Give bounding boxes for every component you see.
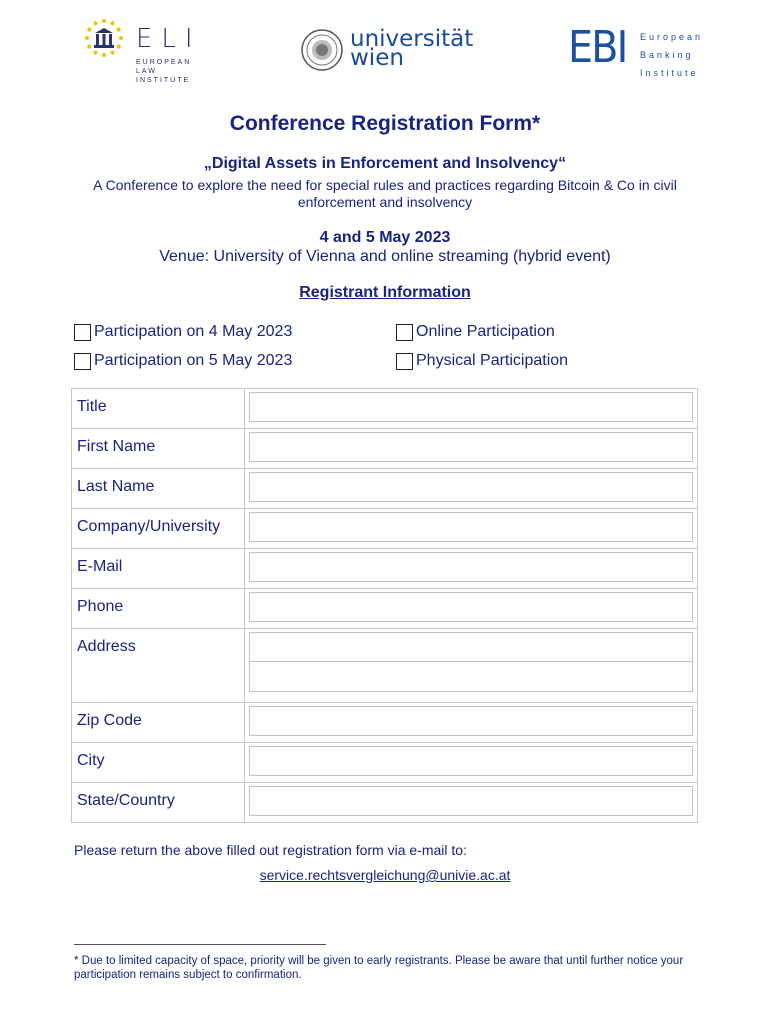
univie-logo xyxy=(300,28,480,78)
field-label: City xyxy=(72,743,245,783)
univie-line: universität xyxy=(350,26,474,52)
eli-sub-line: EUROPEAN xyxy=(136,59,192,66)
header-logos xyxy=(0,18,770,88)
company-input[interactable] xyxy=(249,512,693,542)
conference-venue: Venue: University of Vienna and online streaming (hybrid event) xyxy=(159,248,611,265)
eli-subtitle xyxy=(136,58,216,85)
univie-wordmark xyxy=(350,26,474,71)
ebi-logo xyxy=(568,22,708,78)
checkbox-day2[interactable] xyxy=(74,353,91,370)
return-instructions: Please return the above filled out registration form via e-mail to: xyxy=(74,842,467,858)
conference-date: 4 and 5 May 2023 xyxy=(319,229,451,246)
conference-description: A Conference to explore the need for special rules and practices regarding Bitcoin & Co in civil enforcement and insolvency xyxy=(93,177,677,210)
return-email-link[interactable]: service.rechtsvergleichung@univie.ac.at xyxy=(259,867,511,883)
university-seal-icon xyxy=(300,28,344,72)
footnote-divider xyxy=(74,944,326,945)
ebi-subtitle xyxy=(640,28,703,82)
page-title: Conference Registration Form* xyxy=(229,112,541,135)
registrant-table xyxy=(71,388,698,823)
conference-name: „Digital Assets in Enforcement and Insolvency“ xyxy=(203,155,567,172)
option-physical[interactable] xyxy=(396,352,568,370)
eli-sub-line: INSTITUTE xyxy=(136,77,191,84)
univie-line: wien xyxy=(350,45,404,71)
city-input[interactable] xyxy=(249,746,693,776)
field-label: E-Mail xyxy=(72,549,245,589)
option-label: Physical Participation xyxy=(416,352,569,369)
email-input[interactable] xyxy=(249,552,693,582)
footnote: * Due to limited capacity of space, priority will be given to early registrants. Please be aware that until further notice your participation remains subject to confirmation. xyxy=(74,955,684,981)
field-label: Company/University xyxy=(72,509,245,549)
state-country-input[interactable] xyxy=(249,786,693,816)
checkbox-day1[interactable] xyxy=(74,324,91,341)
eli-sub-line: LAW xyxy=(136,68,157,75)
eli-wordmark: ELI xyxy=(136,24,202,54)
ebi-sub-line: Institute xyxy=(640,68,699,78)
option-online[interactable] xyxy=(396,323,555,341)
ebi-sub-line: European xyxy=(640,32,704,42)
eli-emblem-icon xyxy=(84,18,124,58)
address-line2-input[interactable] xyxy=(249,662,693,692)
option-label: Online Participation xyxy=(416,323,555,340)
field-label: State/Country xyxy=(72,783,245,823)
field-label: Phone xyxy=(72,589,245,629)
field-label: Title xyxy=(72,389,245,429)
option-label: Participation on 4 May 2023 xyxy=(94,323,293,340)
address-line1-input[interactable] xyxy=(249,632,693,662)
option-label: Participation on 5 May 2023 xyxy=(94,352,293,369)
checkbox-online[interactable] xyxy=(396,324,413,341)
last-name-input[interactable] xyxy=(249,472,693,502)
field-label: Last Name xyxy=(72,469,245,509)
option-day2[interactable] xyxy=(74,352,292,370)
phone-input[interactable] xyxy=(249,592,693,622)
option-day1[interactable] xyxy=(74,323,292,341)
title-input[interactable] xyxy=(249,392,693,422)
ebi-wordmark: EBI xyxy=(568,22,627,73)
eli-logo xyxy=(84,18,204,84)
field-label: Zip Code xyxy=(72,703,245,743)
field-label: First Name xyxy=(72,429,245,469)
checkbox-physical[interactable] xyxy=(396,353,413,370)
first-name-input[interactable] xyxy=(249,432,693,462)
zip-input[interactable] xyxy=(249,706,693,736)
ebi-sub-line: Banking xyxy=(640,50,694,60)
section-heading: Registrant Information xyxy=(299,284,471,301)
field-label: Address xyxy=(72,629,245,703)
